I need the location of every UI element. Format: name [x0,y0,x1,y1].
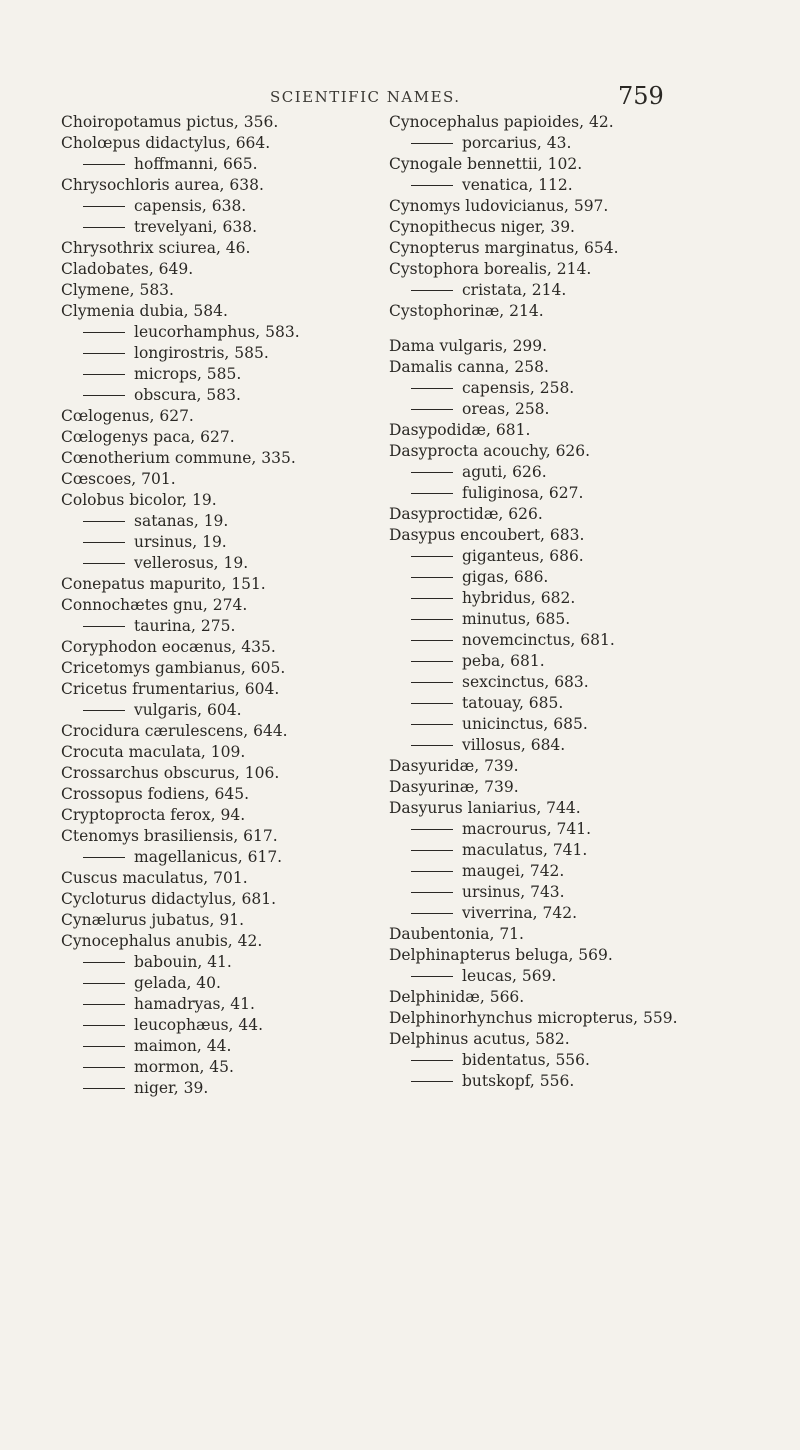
index-entry [389,525,779,546]
index-entry [389,1008,779,1029]
index-entry [389,1029,779,1050]
index-entry [61,469,411,490]
ditto-dash [411,388,453,389]
ditto-dash [83,983,125,984]
entry-text: maimon, 44. [134,1037,232,1055]
entry-text: Connochætes gnu, 274. [61,596,248,614]
index-subentry [389,399,779,420]
entry-text: Cynocephalus anubis, 42. [61,932,263,950]
ditto-dash [411,892,453,893]
index-subentry [389,175,779,196]
entry-text: Dasyurus laniarius, 744. [389,799,581,817]
index-entry [389,987,779,1008]
ditto-dash [411,619,453,620]
ditto-dash [411,556,453,557]
entry-text: Dasyprocta acouchy, 626. [389,442,591,460]
entry-text: ursinus, 743. [462,883,565,901]
index-column-left [61,112,411,1099]
ditto-dash [83,1067,125,1068]
entry-text: Dama vulgaris, 299. [389,337,548,355]
index-subentry [389,133,779,154]
entry-text: Cholœpus didactylus, 664. [61,134,271,152]
ditto-dash [411,724,453,725]
entry-text: Colobus bicolor, 19. [61,491,217,509]
entry-text: novemcinctus, 681. [462,631,615,649]
entry-text: Dasypus encoubert, 683. [389,526,585,544]
index-entry [61,112,411,133]
ditto-dash [83,626,125,627]
ditto-dash [411,703,453,704]
ditto-dash [411,409,453,410]
index-subentry [389,462,779,483]
entry-text: aguti, 626. [462,463,547,481]
entry-text: babouin, 41. [134,953,232,971]
index-entry [389,924,779,945]
ditto-dash [83,1004,125,1005]
index-subentry [389,840,779,861]
index-subentry [61,847,411,868]
ditto-dash [411,577,453,578]
entry-text: maculatus, 741. [462,841,588,859]
index-entry [61,238,411,259]
entry-text: unicinctus, 685. [462,715,588,733]
entry-text: Daubentonia, 71. [389,925,524,943]
index-entry [61,280,411,301]
index-entry [389,777,779,798]
ditto-dash [411,1060,453,1061]
ditto-dash [411,850,453,851]
ditto-dash [83,227,125,228]
index-subentry [61,1057,411,1078]
ditto-dash [83,374,125,375]
entry-text: niger, 39. [134,1079,209,1097]
ditto-dash [83,542,125,543]
index-subentry [389,1050,779,1071]
index-entry [61,427,411,448]
entry-text: obscura, 583. [134,386,241,404]
entry-text: Crocidura cærulescens, 644. [61,722,288,740]
entry-text: hoffmanni, 665. [134,155,258,173]
entry-text: leucas, 569. [462,967,557,985]
entry-text: butskopf, 556. [462,1072,575,1090]
entry-text: Crossopus fodiens, 645. [61,785,250,803]
entry-text: capensis, 638. [134,197,247,215]
index-subentry [389,672,779,693]
entry-text: Cynopterus marginatus, 654. [389,239,619,257]
ditto-dash [83,521,125,522]
index-subentry [389,735,779,756]
index-subentry [389,861,779,882]
entry-text: oreas, 258. [462,400,550,418]
index-subentry [389,651,779,672]
index-subentry [61,1036,411,1057]
index-subentry [389,966,779,987]
ditto-dash [83,206,125,207]
ditto-dash [83,395,125,396]
index-subentry [61,994,411,1015]
entry-text: Conepatus mapurito, 151. [61,575,266,593]
index-entry [61,637,411,658]
entry-text: Cricetomys gambianus, 605. [61,659,286,677]
entry-text: Damalis canna, 258. [389,358,549,376]
index-subentry [61,616,411,637]
entry-text: venatica, 112. [462,176,573,194]
entry-text: Cynælurus jubatus, 91. [61,911,245,929]
ditto-dash [411,682,453,683]
index-entry [61,868,411,889]
index-subentry [61,511,411,532]
index-entry [389,154,779,175]
index-entry [61,931,411,952]
ditto-dash [411,290,453,291]
ditto-dash [411,143,453,144]
entry-text: Delphinapterus beluga, 569. [389,946,613,964]
entry-text: Cœlogenys paca, 627. [61,428,235,446]
entry-text: macrourus, 741. [462,820,592,838]
index-subentry [61,1015,411,1036]
entry-text: Clymene, 583. [61,281,174,299]
entry-text: Crossarchus obscurus, 106. [61,764,280,782]
ditto-dash [83,1088,125,1089]
index-subentry [61,553,411,574]
index-entry [61,595,411,616]
index-subentry [389,882,779,903]
entry-text: Cynogale bennettii, 102. [389,155,583,173]
ditto-dash [411,185,453,186]
entry-text: Cuscus maculatus, 701. [61,869,248,887]
entry-text: Dasyurinæ, 739. [389,778,519,796]
entry-text: sexcinctus, 683. [462,673,589,691]
entry-text: satanas, 19. [134,512,229,530]
ditto-dash [411,661,453,662]
index-subentry [389,483,779,504]
entry-text: vulgaris, 604. [134,701,242,719]
index-subentry [389,1071,779,1092]
entry-text: maugei, 742. [462,862,565,880]
index-subentry [389,714,779,735]
ditto-dash [411,829,453,830]
entry-text: tatouay, 685. [462,694,564,712]
index-entry [61,406,411,427]
index-subentry [61,973,411,994]
entry-text: Cynopithecus niger, 39. [389,218,575,236]
index-subentry [61,532,411,553]
section-gap [389,322,779,336]
entry-text: capensis, 258. [462,379,575,397]
index-entry [61,490,411,511]
entry-text: Dasypodidæ, 681. [389,421,531,439]
index-subentry [61,196,411,217]
entry-text: magellanicus, 617. [134,848,283,866]
index-entry [389,798,779,819]
entry-text: Cladobates, 649. [61,260,194,278]
entry-text: Clymenia dubia, 584. [61,302,228,320]
index-entry [389,196,779,217]
index-entry [389,441,779,462]
entry-text: Delphinidæ, 566. [389,988,525,1006]
index-entry [61,574,411,595]
ditto-dash [411,493,453,494]
ditto-dash [411,976,453,977]
index-entry [61,826,411,847]
index-subentry [61,322,411,343]
index-entry [61,742,411,763]
entry-text: mormon, 45. [134,1058,234,1076]
running-header: SCIENTIFIC NAMES. [270,88,461,106]
ditto-dash [83,857,125,858]
ditto-dash [83,710,125,711]
index-entry [61,259,411,280]
index-subentry [61,364,411,385]
entry-text: trevelyani, 638. [134,218,258,236]
entry-text: microps, 585. [134,365,242,383]
entry-text: gelada, 40. [134,974,221,992]
entry-text: Chrysochloris aurea, 638. [61,176,264,194]
entry-text: Cynomys ludovicianus, 597. [389,197,609,215]
entry-text: ursinus, 19. [134,533,227,551]
index-subentry [389,630,779,651]
index-entry [389,238,779,259]
index-subentry [61,1078,411,1099]
entry-text: hamadryas, 41. [134,995,255,1013]
entry-text: vellerosus, 19. [134,554,249,572]
index-entry [389,112,779,133]
entry-text: Cœlogenus, 627. [61,407,194,425]
index-entry [61,133,411,154]
ditto-dash [411,1081,453,1082]
entry-text: leucophæus, 44. [134,1016,264,1034]
entry-text: Cystophorinæ, 214. [389,302,544,320]
index-entry [389,336,779,357]
entry-text: giganteus, 686. [462,547,584,565]
index-subentry [61,343,411,364]
ditto-dash [411,871,453,872]
ditto-dash [83,1046,125,1047]
ditto-dash [83,332,125,333]
index-entry [61,301,411,322]
index-subentry [389,588,779,609]
index-entry [61,175,411,196]
ditto-dash [83,563,125,564]
entry-text: Cricetus frumentarius, 604. [61,680,280,698]
entry-text: hybridus, 682. [462,589,576,607]
entry-text: Coryphodon eocænus, 435. [61,638,276,656]
entry-text: Dasyuridæ, 739. [389,757,519,775]
entry-text: gigas, 686. [462,568,549,586]
entry-text: Cœnotherium commune, 335. [61,449,296,467]
entry-text: Cycloturus didactylus, 681. [61,890,277,908]
index-entry [61,910,411,931]
index-entry [389,217,779,238]
ditto-dash [411,745,453,746]
entry-text: longirostris, 585. [134,344,269,362]
index-subentry [61,385,411,406]
entry-text: bidentatus, 556. [462,1051,590,1069]
index-entry [389,945,779,966]
index-entry [389,357,779,378]
index-subentry [389,609,779,630]
index-subentry [389,280,779,301]
index-entry [389,259,779,280]
entry-text: Delphinus acutus, 582. [389,1030,570,1048]
entry-text: Delphinorhynchus micropterus, 559. [389,1009,678,1027]
index-entry [389,301,779,322]
index-subentry [389,378,779,399]
entry-text: Chrysothrix sciurea, 46. [61,239,251,257]
index-entry [389,756,779,777]
ditto-dash [83,353,125,354]
entry-text: Ctenomys brasiliensis, 617. [61,827,278,845]
entry-text: Cœscoes, 701. [61,470,176,488]
entry-text: minutus, 685. [462,610,571,628]
index-subentry [61,700,411,721]
index-subentry [61,952,411,973]
entry-text: Cynocephalus papioides, 42. [389,113,614,131]
entry-text: taurina, 275. [134,617,236,635]
entry-text: viverrina, 742. [462,904,578,922]
ditto-dash [83,1025,125,1026]
ditto-dash [83,164,125,165]
entry-text: porcarius, 43. [462,134,572,152]
entry-text: Cystophora borealis, 214. [389,260,592,278]
ditto-dash [411,598,453,599]
index-subentry [389,567,779,588]
entry-text: villosus, 684. [462,736,566,754]
index-entry [61,448,411,469]
index-entry [61,721,411,742]
page-number: 759 [618,82,664,110]
entry-text: leucorhamphus, 583. [134,323,300,341]
entry-text: Crocuta maculata, 109. [61,743,246,761]
index-subentry [389,546,779,567]
entry-text: Cryptoprocta ferox, 94. [61,806,246,824]
index-entry [61,679,411,700]
index-column-right [389,112,779,1092]
entry-text: fuliginosa, 627. [462,484,584,502]
index-subentry [389,693,779,714]
ditto-dash [411,913,453,914]
index-subentry [389,819,779,840]
index-entry [61,658,411,679]
ditto-dash [411,640,453,641]
entry-text: cristata, 214. [462,281,567,299]
index-entry [61,784,411,805]
index-entry [61,763,411,784]
index-subentry [61,217,411,238]
index-subentry [389,903,779,924]
ditto-dash [83,962,125,963]
index-entry [61,805,411,826]
index-entry [389,420,779,441]
index-entry [61,889,411,910]
ditto-dash [411,472,453,473]
index-entry [389,504,779,525]
entry-text: Dasyproctidæ, 626. [389,505,543,523]
index-subentry [61,154,411,175]
entry-text: peba, 681. [462,652,545,670]
entry-text: Choiropotamus pictus, 356. [61,113,279,131]
